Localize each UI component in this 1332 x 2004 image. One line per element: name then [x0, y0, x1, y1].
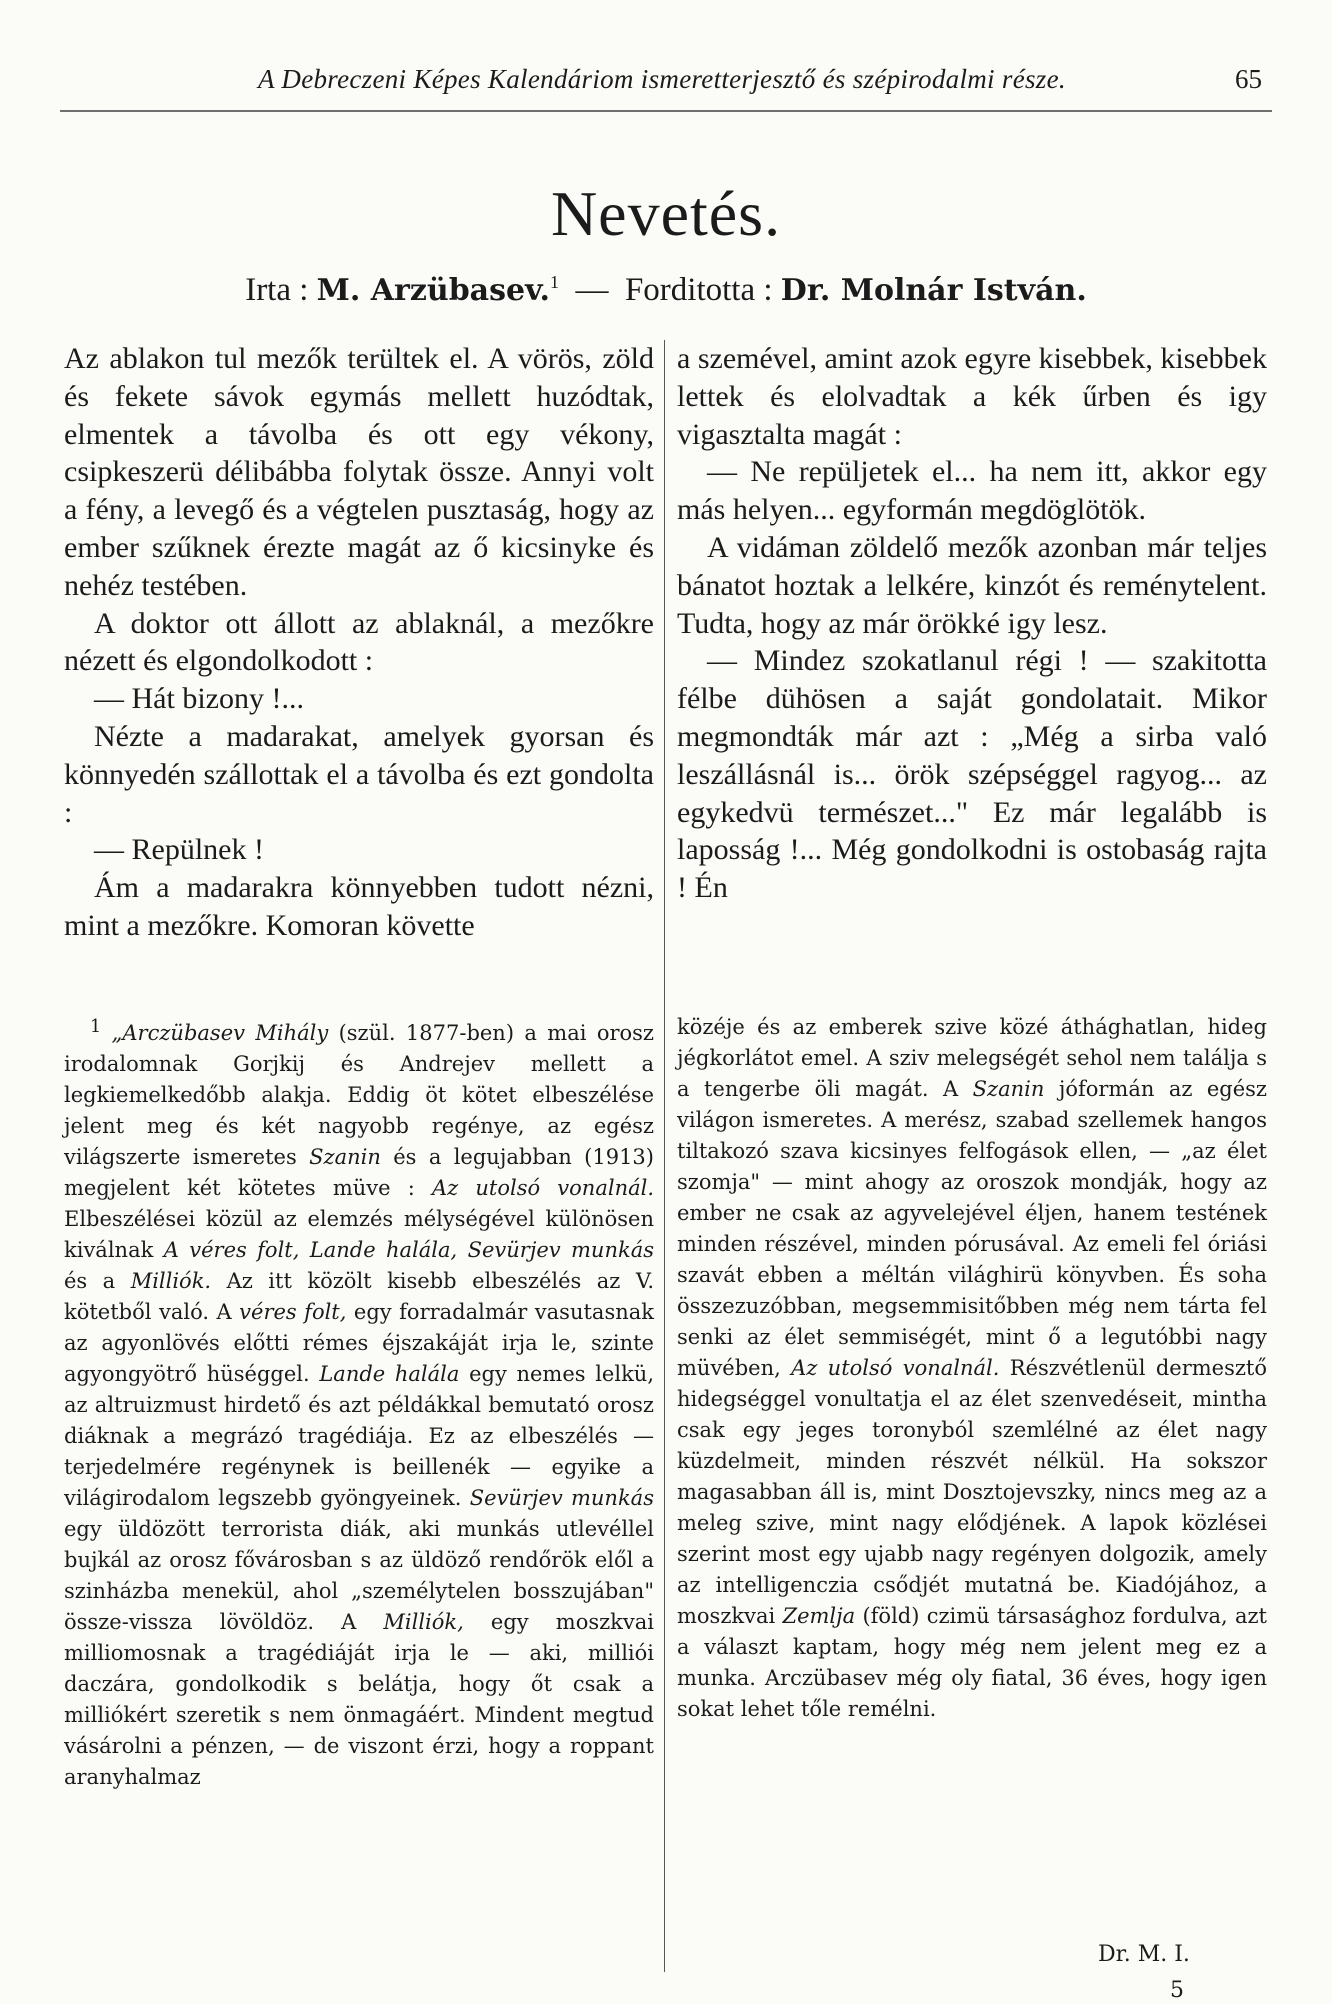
footnote-span: (szül. 1877-ben) a mai orosz irodalomnak Gorjkij és Andrejev mellett a legkiemelkedőbb alakja. Eddig öt kötet elbeszélése jelent meg és két nagyobb regénye, az egész világszerte ismeretes	[64, 1021, 654, 1169]
footnote-emph: Zemlja	[782, 1604, 856, 1628]
article-title: Nevetés.	[550, 178, 782, 249]
column-divider	[664, 340, 665, 1972]
footnote-right	[677, 1012, 1267, 1725]
footnote-emph: Az utolsó vonalnál.	[431, 1176, 655, 1200]
running-head: A Debreczeni Képes Kalendáriom ismeretterjesztő és szépirodalmi része.	[258, 64, 1066, 94]
footnote-left	[64, 1012, 654, 1793]
signature-number: 5	[1170, 1978, 1184, 2003]
right-column-text	[677, 340, 1267, 907]
footnote-emph: Sevürjev munkás	[469, 1486, 654, 1510]
paragraph: Ám a madarakra könnyebben tudott nézni, mint a mezőkre. Komoran követte	[64, 871, 654, 942]
paragraph: A vidáman zöldelő mezők azonban már teljes bánatot hoztak a lelkére, kinzót és reménytelent. Tudta, hogy az már örökké igy lesz.	[677, 530, 1267, 640]
footnote-span: egy moszkvai milliomosnak a tragédiáját irja le — aki, milliói daczára, gondolkodik s belátja, hogy őt csak a milliókért szeretik s nem önmagáért. Mindent megtud vásárolni a pénzen, — de viszont érzi, hogy a roppant aranyhalmaz	[64, 1610, 654, 1789]
footnote-span: és a legujabban (1913) megjelent két kötetes müve :	[64, 1145, 654, 1200]
paragraph: Nézte a madarakat, amelyek gyorsan és könnyedén szállottak el a távolba és ezt gondolta :	[64, 719, 654, 829]
footnote-emph: Szanin	[972, 1077, 1045, 1101]
translator-label: Forditotta :	[624, 272, 773, 308]
footnote-emph: Az utolsó vonalnál.	[791, 1356, 1000, 1380]
footnote-paragraph	[64, 1012, 654, 1793]
paragraph: Az ablakon tul mezők terültek el. A vörös, zöld és fekete sávok egymás mellett huzódtak, elmentek a távolba és ott egy vékony, csipkeszerü délibábba folytak össze. Annyi volt a fény, a levegő és a végtelen pusztaság, hogy az ember szűknek érezte magát az ő kicsinyke és nehéz testében.	[64, 342, 654, 602]
by-label: Irta :	[245, 272, 309, 308]
footnote-emph: A véres folt, Lande halála, Sevürjev munkás	[163, 1238, 654, 1262]
footnote-span: egy forradalmár vasutasnak az agyonlövés előtti rémes éjszakáját irja le, szinte agyongyötrő hüséggel.	[64, 1300, 654, 1386]
footnote-span: (föld) czimü társasághoz fordulva, azt a választ kaptam, hogy még nem jelent meg ez a munka. Arczübasev még oly fiatal, 36 éves, hogy igen sokat lehet tőle remélni.	[677, 1604, 1267, 1721]
footnote-emph: véres folt,	[239, 1300, 347, 1324]
byline	[0, 262, 1332, 311]
footnote-emph: Lande halála	[319, 1362, 460, 1386]
paragraph: a szemével, amint azok egyre kisebbek, kisebbek lettek és elolvadtak a kék űrben és igy vigasztalta magát :	[677, 342, 1267, 451]
footnote-paragraph	[677, 1012, 1267, 1725]
left-column-text	[64, 340, 654, 945]
footnote-span: közéje és az emberek szive közé áthághatlan, hideg jégkorlátot emel. A sziv melegségét sehol nem találja s a tengerbe öli magát. A	[677, 1015, 1267, 1101]
footnote-emph: Milliók.	[130, 1269, 212, 1293]
footnote-emph: Szanin	[309, 1145, 381, 1169]
byline-dash: —	[575, 272, 609, 308]
footnote-span: egy nemes lelkü, az altruizmust hirdető és azt példákkal bemutató orosz diáknak a megrázó tragédiája. Ez az elbeszélés — terjedelmére regénynek is beillenék — egyike a világirodalom legszebb gyöngyeinek.	[64, 1362, 654, 1510]
footnote-span: Az itt közölt kisebb elbeszélés az V. kötetből való. A	[64, 1269, 654, 1324]
paragraph: — Ne repüljetek el... ha nem itt, akkor egy más helyen... egyformán megdöglötök.	[677, 455, 1267, 527]
author-name: M. Arzübasev.	[316, 273, 550, 308]
footnote-ref: 1	[549, 272, 559, 292]
paragraph: — Repülnek !	[94, 833, 264, 867]
footnote-emph: Milliók,	[383, 1610, 464, 1634]
footnote-emph: „Arczübasev Mihály	[111, 1021, 329, 1045]
paragraph: — Hát bizony !...	[94, 682, 304, 716]
page-number: 65	[1235, 64, 1262, 94]
footnote-span: Részvétlenül dermesztő hidegséggel vonultatja el az élet szenvedéseit, mintha csak egy jeges toronyból szemlélné az élet nagy küzdelmeit, minden részvét nélkül. Ha sokszor magasabban áll is, mint Dosztojevszky, nincs meg az a meleg szive, mint nagy elődjének. A lapok közlései szerint most egy ujabb nagy regényen dolgozik, amely az intelligenczia csődjét mutatná be. Kiadójához, a moszkvai	[677, 1356, 1267, 1628]
paragraph: — Mindez szokatlanul régi ! — szakitotta félbe dühösen a saját gondolatait. Mikor megmondták már azt : „Még a sirba való leszállásnál is... örök szépséggel ragyog... az egykedvü természet..." Ez már legalább is laposság !... Még gondolkodni is ostobaság rajta ! Én	[677, 644, 1267, 905]
footnote-span: egy üldözött terrorista diák, aki munkás utlevéllel bujkál az orosz fővárosban s az üldöző rendőrök elől a szinházba menekül, ahol „személytelen bosszujában" össze-vissza lövöldöz. A	[64, 1517, 654, 1634]
header-rule	[60, 110, 1272, 112]
translator-name: Dr. Molnár István.	[780, 273, 1087, 308]
footnote-signature: Dr. M. I.	[1098, 1942, 1190, 1967]
footnote-mark: 1	[90, 1017, 102, 1037]
footnote-span: és a	[64, 1269, 131, 1293]
paragraph: A doktor ott állott az ablaknál, a mezőkre nézett és elgondolkodott :	[64, 606, 654, 678]
footnote-span: jóformán az egész világon ismeretes. A merész, szabad szellemek hangos tiltakozó szava kicsinyes felfogások ellen, — „az élet szomja" — mint ahogy az oroszok mondják, hogy az ember ne csak az agyvelejével éljen, hanem testének minden részével, minden pórusával. Az emeli fel óriási szavát ebben a méltán világhirü könyvben. És soha összezuzóbban, megsemmisitőbben még nem tárta fel senki az élet semmiségét, mint ő a legutóbbi nagy müvében,	[677, 1077, 1267, 1380]
footnote-span: Elbeszélései közül az elemzés mélységével különösen kiválnak	[64, 1207, 654, 1262]
